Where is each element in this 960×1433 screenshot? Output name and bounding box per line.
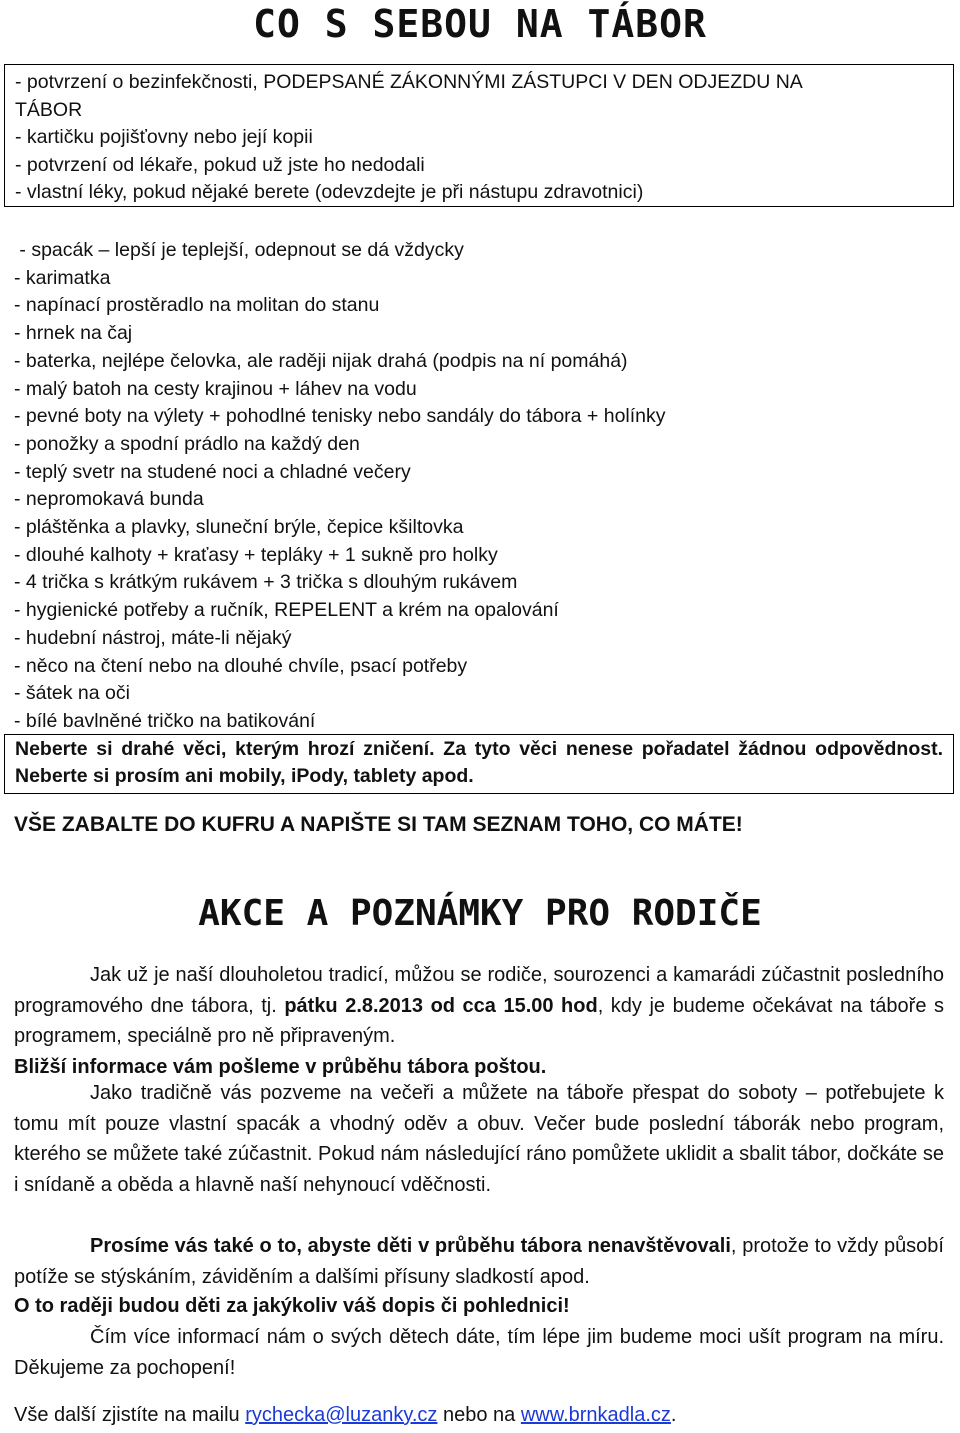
paragraph-text: , kdy je budeme očekávat na táboře s programem, speciálně pro ně připraveným. [14,994,944,1047]
footer-text: nebo na [437,1404,521,1426]
list-item: - bílé bavlněné tričko na batikování [14,709,316,732]
letters-note: O to raději budou děti za jakýkoliv váš dopis či pohlednici! [14,1295,570,1317]
list-item: - hygienické potřeby a ručník, REPELENT a krém na opalování [14,599,559,622]
list-item: - vlastní léky, pokud nějaké berete (odevzdejte je při nástupu zdravotnici) [15,181,644,203]
paragraph-no-visits [14,1231,944,1292]
list-item: - potvrzení o bezinfekčnosti, PODEPSANÉ ZÁKONNÝMI ZÁSTUPCI V DEN ODJEZDU NA [15,71,803,93]
paragraph-text: , protože to vždy působí potíže se stýskáním, záviděním a dalšími přísuny sladkostí apod. [14,1235,944,1288]
list-item: - pláštěnka a plavky, sluneční brýle, čepice kšiltovka [14,516,464,539]
website-link[interactable]: www.brnkadla.cz [520,1404,671,1426]
list-item: - potvrzení od lékaře, pokud už jste ho nedodali [15,153,425,176]
paragraph-letters [14,1291,944,1322]
paragraph-visit [14,960,944,1052]
footer-text: Vše další zjistíte na mailu [14,1404,246,1426]
email-link[interactable]: rychecka@luzanky.cz [245,1404,438,1426]
list-item: - teplý svetr na studené noci a chladné večery [14,460,411,483]
list-item: - hudební nástroj, máte-li nějaký [14,626,292,649]
pack-note: VŠE ZABALTE DO KUFRU A NAPIŠTE SI TAM SEZNAM TOHO, CO MÁTE! [14,813,743,836]
warning-box: Neberte si drahé věci, kterým hrozí zničení. Za tyto věci nenese pořadatel žádnou odpovědnost. Neberte si prosím ani mobily, iPody, tablety apod. [4,734,954,794]
list-item: - napínací prostěradlo na molitan do stanu [14,294,380,317]
list-item: - karimatka [14,266,111,289]
list-item: - kartičku pojišťovny nebo její kopii [15,126,313,148]
list-item: - hrnek na čaj [14,322,133,345]
list-item: - malý batoh na cesty krajinou + láhev na vodu [14,377,417,400]
info-note: Bližší informace vám pošleme v průběhu tábora poštou. [14,1056,547,1078]
list-item: - spacák – lepší je teplejší, odepnout se dá vždycky [14,239,464,261]
list-item: - 4 trička s krátkým rukávem + 3 trička s dlouhým rukávem [14,571,518,594]
list-item: TÁBOR [15,98,83,121]
visit-date: pátku 2.8.2013 od cca 15.00 hod [284,994,598,1017]
documents-box [4,64,954,207]
list-item: - pevné boty na výlety + pohodlné tenisky nebo sandály do tábora + holínky [14,405,666,428]
paragraph-thanks: Čím více informací nám o svých dětech dáte, tím lépe jim budeme moci ušít program na míru. Děkujeme za pochopení! [14,1326,944,1379]
footer-contact [14,1400,944,1431]
page-title: CO S SEBOU NA TÁBOR [253,2,707,46]
list-item: - dlouhé kalhoty + kraťasy + tepláky + 1 sukně pro holky [14,543,498,566]
footer-text: . [670,1404,677,1426]
packing-list [14,237,944,736]
paragraph-text: Jak už je naší dlouholetou tradicí, můžou se rodiče, sourozenci a kamarádi zúčastnit posledního programového dne tábora, tj. [14,964,944,1017]
section-title: AKCE A POZNÁMKY PRO RODIČE [198,893,762,934]
list-item: - něco na čtení nebo na dlouhé chvíle, psací potřeby [14,654,468,677]
paragraph-dinner: Jako tradičně vás pozveme na večeři a můžete na táboře přespat do soboty – potřebujete k tomu mít pouze vlastní spacák a vhodný oděv a obuv. Večer bude poslední táborák nebo program, kterého se můžete také zúčastnit. Pokud nám následující ráno pomůžete uklidit a sbalit tábor, dočkáte se i snídaně a oběda a hlavně naší nehynoucí vděčnosti. [14,1082,944,1196]
list-item: - baterka, nejlépe čelovka, ale raději nijak drahá (podpis na ní pomáhá) [14,349,628,372]
list-item: - šátek na oči [14,682,130,705]
list-item: - ponožky a spodní prádlo na každý den [14,432,360,455]
list-item: - nepromokavá bunda [14,488,204,511]
no-visits-request: Prosíme vás také o to, abyste děti v průběhu tábora nenavštěvovali [90,1235,731,1257]
